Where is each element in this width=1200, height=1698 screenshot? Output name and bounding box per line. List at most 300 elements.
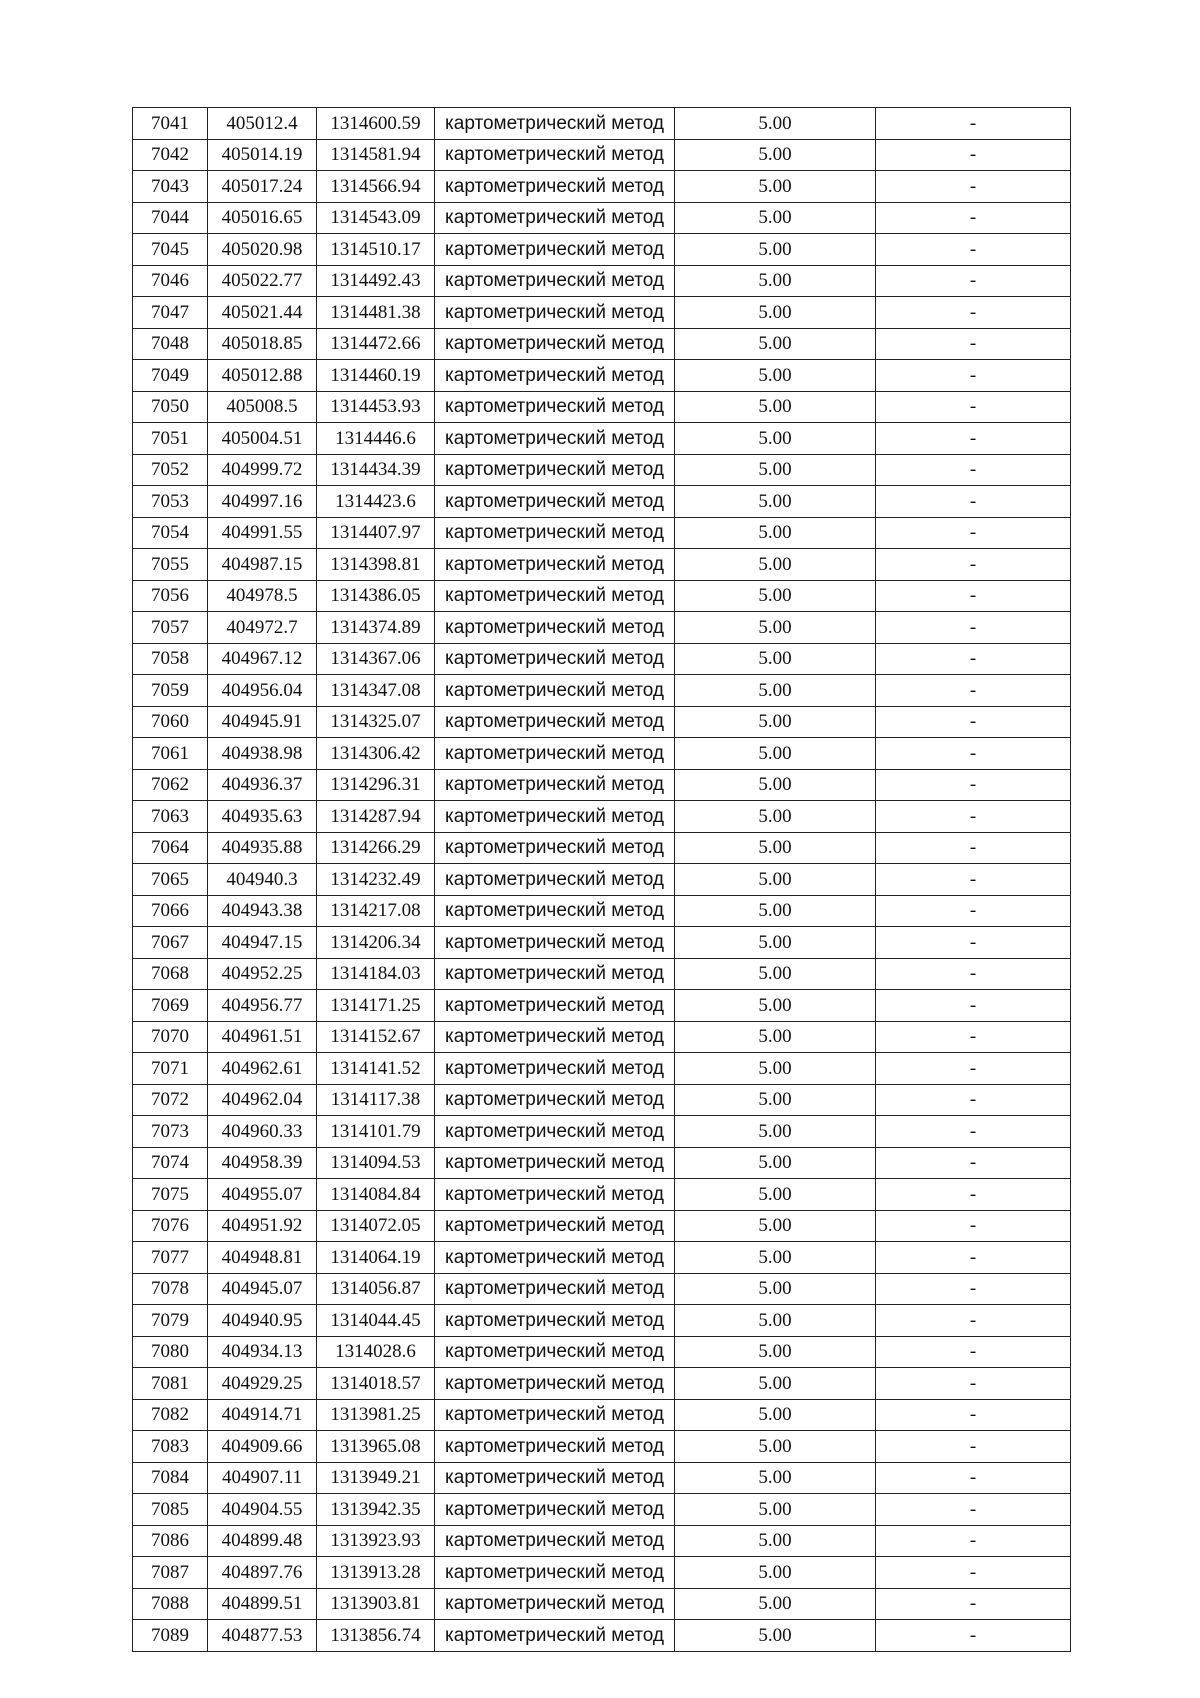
table-row [133,832,1071,864]
dash-cell: - [876,675,1071,707]
method-cell: картометрический метод [435,1305,675,1337]
table-row [133,1368,1071,1400]
x-coordinate-cell: 405020.98 [208,234,317,266]
x-coordinate-cell: 405012.88 [208,360,317,392]
method-cell: картометрический метод [435,927,675,959]
method-cell: картометрический метод [435,360,675,392]
method-cell: картометрический метод [435,612,675,644]
y-coordinate-cell: 1314266.29 [317,832,435,864]
point-number-cell: 7082 [133,1399,208,1431]
accuracy-cell: 5.00 [675,391,876,423]
point-number-cell: 7049 [133,360,208,392]
y-coordinate-cell: 1314434.39 [317,454,435,486]
method-cell: картометрический метод [435,265,675,297]
y-coordinate-cell: 1314306.42 [317,738,435,770]
method-cell: картометрический метод [435,139,675,171]
accuracy-cell: 5.00 [675,328,876,360]
x-coordinate-cell: 404897.76 [208,1557,317,1589]
point-number-cell: 7059 [133,675,208,707]
method-cell: картометрический метод [435,675,675,707]
y-coordinate-cell: 1313913.28 [317,1557,435,1589]
x-coordinate-cell: 404938.98 [208,738,317,770]
x-coordinate-cell: 404945.07 [208,1273,317,1305]
method-cell: картометрический метод [435,108,675,140]
y-coordinate-cell: 1314028.6 [317,1336,435,1368]
y-coordinate-cell: 1314398.81 [317,549,435,581]
table-row [133,990,1071,1022]
dash-cell: - [876,1021,1071,1053]
x-coordinate-cell: 404972.7 [208,612,317,644]
method-cell: картометрический метод [435,202,675,234]
table-row [133,1305,1071,1337]
dash-cell: - [876,1242,1071,1274]
x-coordinate-cell: 404955.07 [208,1179,317,1211]
table-row [133,1210,1071,1242]
x-coordinate-cell: 404956.77 [208,990,317,1022]
point-number-cell: 7075 [133,1179,208,1211]
dash-cell: - [876,265,1071,297]
method-cell: картометрический метод [435,486,675,518]
dash-cell: - [876,895,1071,927]
y-coordinate-cell: 1313981.25 [317,1399,435,1431]
x-coordinate-cell: 404987.15 [208,549,317,581]
x-coordinate-cell: 404929.25 [208,1368,317,1400]
accuracy-cell: 5.00 [675,1557,876,1589]
point-number-cell: 7061 [133,738,208,770]
accuracy-cell: 5.00 [675,202,876,234]
table-row [133,643,1071,675]
point-number-cell: 7041 [133,108,208,140]
y-coordinate-cell: 1314367.06 [317,643,435,675]
method-cell: картометрический метод [435,643,675,675]
accuracy-cell: 5.00 [675,171,876,203]
accuracy-cell: 5.00 [675,1588,876,1620]
dash-cell: - [876,1210,1071,1242]
point-number-cell: 7080 [133,1336,208,1368]
dash-cell: - [876,580,1071,612]
point-number-cell: 7055 [133,549,208,581]
point-number-cell: 7045 [133,234,208,266]
x-coordinate-cell: 404967.12 [208,643,317,675]
point-number-cell: 7062 [133,769,208,801]
x-coordinate-cell: 404945.91 [208,706,317,738]
table-row [133,958,1071,990]
accuracy-cell: 5.00 [675,895,876,927]
accuracy-cell: 5.00 [675,958,876,990]
table-row [133,580,1071,612]
accuracy-cell: 5.00 [675,1431,876,1463]
table-row [133,895,1071,927]
point-number-cell: 7069 [133,990,208,1022]
accuracy-cell: 5.00 [675,706,876,738]
x-coordinate-cell: 404960.33 [208,1116,317,1148]
dash-cell: - [876,1588,1071,1620]
dash-cell: - [876,423,1071,455]
dash-cell: - [876,832,1071,864]
method-cell: картометрический метод [435,1242,675,1274]
x-coordinate-cell: 405004.51 [208,423,317,455]
accuracy-cell: 5.00 [675,108,876,140]
table-row [133,1336,1071,1368]
dash-cell: - [876,1462,1071,1494]
y-coordinate-cell: 1314347.08 [317,675,435,707]
table-row [133,297,1071,329]
x-coordinate-cell: 404999.72 [208,454,317,486]
x-coordinate-cell: 404914.71 [208,1399,317,1431]
x-coordinate-cell: 404940.95 [208,1305,317,1337]
table-row [133,265,1071,297]
method-cell: картометрический метод [435,391,675,423]
y-coordinate-cell: 1314287.94 [317,801,435,833]
method-cell: картометрический метод [435,423,675,455]
accuracy-cell: 5.00 [675,1273,876,1305]
x-coordinate-cell: 405018.85 [208,328,317,360]
point-number-cell: 7068 [133,958,208,990]
accuracy-cell: 5.00 [675,1179,876,1211]
x-coordinate-cell: 404899.51 [208,1588,317,1620]
point-number-cell: 7066 [133,895,208,927]
dash-cell: - [876,1305,1071,1337]
point-number-cell: 7046 [133,265,208,297]
y-coordinate-cell: 1313942.35 [317,1494,435,1526]
point-number-cell: 7072 [133,1084,208,1116]
dash-cell: - [876,1431,1071,1463]
dash-cell: - [876,1053,1071,1085]
dash-cell: - [876,517,1071,549]
dash-cell: - [876,1368,1071,1400]
y-coordinate-cell: 1314446.6 [317,423,435,455]
dash-cell: - [876,927,1071,959]
table-row [133,1147,1071,1179]
accuracy-cell: 5.00 [675,769,876,801]
dash-cell: - [876,738,1071,770]
table-row [133,1399,1071,1431]
point-number-cell: 7084 [133,1462,208,1494]
y-coordinate-cell: 1314423.6 [317,486,435,518]
point-number-cell: 7063 [133,801,208,833]
accuracy-cell: 5.00 [675,675,876,707]
y-coordinate-cell: 1314084.84 [317,1179,435,1211]
method-cell: картометрический метод [435,1431,675,1463]
point-number-cell: 7064 [133,832,208,864]
dash-cell: - [876,549,1071,581]
dash-cell: - [876,202,1071,234]
table-row [133,1557,1071,1589]
table-row [133,139,1071,171]
table-row [133,1431,1071,1463]
x-coordinate-cell: 404935.63 [208,801,317,833]
x-coordinate-cell: 404958.39 [208,1147,317,1179]
x-coordinate-cell: 404962.04 [208,1084,317,1116]
y-coordinate-cell: 1314543.09 [317,202,435,234]
x-coordinate-cell: 404899.48 [208,1525,317,1557]
method-cell: картометрический метод [435,1179,675,1211]
accuracy-cell: 5.00 [675,517,876,549]
accuracy-cell: 5.00 [675,864,876,896]
dash-cell: - [876,643,1071,675]
point-number-cell: 7065 [133,864,208,896]
accuracy-cell: 5.00 [675,265,876,297]
coordinates-table [132,107,1071,1652]
point-number-cell: 7087 [133,1557,208,1589]
dash-cell: - [876,391,1071,423]
y-coordinate-cell: 1313965.08 [317,1431,435,1463]
point-number-cell: 7047 [133,297,208,329]
accuracy-cell: 5.00 [675,580,876,612]
point-number-cell: 7067 [133,927,208,959]
method-cell: картометрический метод [435,171,675,203]
accuracy-cell: 5.00 [675,423,876,455]
point-number-cell: 7042 [133,139,208,171]
method-cell: картометрический метод [435,832,675,864]
x-coordinate-cell: 404877.53 [208,1620,317,1652]
method-cell: картометрический метод [435,1588,675,1620]
x-coordinate-cell: 404904.55 [208,1494,317,1526]
table-row [133,1525,1071,1557]
accuracy-cell: 5.00 [675,1147,876,1179]
x-coordinate-cell: 405012.4 [208,108,317,140]
table-row [133,801,1071,833]
accuracy-cell: 5.00 [675,1305,876,1337]
point-number-cell: 7044 [133,202,208,234]
x-coordinate-cell: 405021.44 [208,297,317,329]
x-coordinate-cell: 404961.51 [208,1021,317,1053]
point-number-cell: 7079 [133,1305,208,1337]
method-cell: картометрический метод [435,1147,675,1179]
x-coordinate-cell: 404956.04 [208,675,317,707]
x-coordinate-cell: 405017.24 [208,171,317,203]
dash-cell: - [876,864,1071,896]
y-coordinate-cell: 1314460.19 [317,360,435,392]
x-coordinate-cell: 404978.5 [208,580,317,612]
dash-cell: - [876,1116,1071,1148]
point-number-cell: 7058 [133,643,208,675]
y-coordinate-cell: 1314018.57 [317,1368,435,1400]
accuracy-cell: 5.00 [675,234,876,266]
dash-cell: - [876,360,1071,392]
accuracy-cell: 5.00 [675,454,876,486]
dash-cell: - [876,1147,1071,1179]
table-row [133,360,1071,392]
method-cell: картометрический метод [435,1399,675,1431]
point-number-cell: 7054 [133,517,208,549]
coordinates-table-body [133,108,1071,1652]
table-row [133,1588,1071,1620]
y-coordinate-cell: 1314296.31 [317,769,435,801]
point-number-cell: 7088 [133,1588,208,1620]
method-cell: картометрический метод [435,1210,675,1242]
method-cell: картометрический метод [435,958,675,990]
table-row [133,171,1071,203]
accuracy-cell: 5.00 [675,1494,876,1526]
table-row [133,549,1071,581]
dash-cell: - [876,108,1071,140]
x-coordinate-cell: 404947.15 [208,927,317,959]
method-cell: картометрический метод [435,1273,675,1305]
y-coordinate-cell: 1314072.05 [317,1210,435,1242]
table-row [133,202,1071,234]
method-cell: картометрический метод [435,517,675,549]
point-number-cell: 7052 [133,454,208,486]
y-coordinate-cell: 1314184.03 [317,958,435,990]
y-coordinate-cell: 1313923.93 [317,1525,435,1557]
table-row [133,864,1071,896]
x-coordinate-cell: 404948.81 [208,1242,317,1274]
method-cell: картометрический метод [435,1116,675,1148]
accuracy-cell: 5.00 [675,1620,876,1652]
y-coordinate-cell: 1314510.17 [317,234,435,266]
point-number-cell: 7050 [133,391,208,423]
method-cell: картометрический метод [435,580,675,612]
point-number-cell: 7073 [133,1116,208,1148]
x-coordinate-cell: 404943.38 [208,895,317,927]
y-coordinate-cell: 1314064.19 [317,1242,435,1274]
table-row [133,1273,1071,1305]
point-number-cell: 7083 [133,1431,208,1463]
dash-cell: - [876,171,1071,203]
method-cell: картометрический метод [435,1021,675,1053]
point-number-cell: 7057 [133,612,208,644]
accuracy-cell: 5.00 [675,1368,876,1400]
accuracy-cell: 5.00 [675,1210,876,1242]
accuracy-cell: 5.00 [675,832,876,864]
method-cell: картометрический метод [435,1557,675,1589]
method-cell: картометрический метод [435,1053,675,1085]
accuracy-cell: 5.00 [675,1336,876,1368]
y-coordinate-cell: 1314152.67 [317,1021,435,1053]
dash-cell: - [876,612,1071,644]
dash-cell: - [876,486,1071,518]
x-coordinate-cell: 404951.92 [208,1210,317,1242]
table-row [133,234,1071,266]
x-coordinate-cell: 405008.5 [208,391,317,423]
table-row [133,391,1071,423]
x-coordinate-cell: 405022.77 [208,265,317,297]
x-coordinate-cell: 405016.65 [208,202,317,234]
table-row [133,486,1071,518]
y-coordinate-cell: 1314044.45 [317,1305,435,1337]
method-cell: картометрический метод [435,1368,675,1400]
method-cell: картометрический метод [435,895,675,927]
method-cell: картометрический метод [435,454,675,486]
y-coordinate-cell: 1314481.38 [317,297,435,329]
dash-cell: - [876,297,1071,329]
accuracy-cell: 5.00 [675,927,876,959]
accuracy-cell: 5.00 [675,297,876,329]
x-coordinate-cell: 404907.11 [208,1462,317,1494]
table-row [133,1494,1071,1526]
point-number-cell: 7081 [133,1368,208,1400]
dash-cell: - [876,139,1071,171]
accuracy-cell: 5.00 [675,486,876,518]
point-number-cell: 7086 [133,1525,208,1557]
dash-cell: - [876,454,1071,486]
point-number-cell: 7077 [133,1242,208,1274]
table-row [133,675,1071,707]
accuracy-cell: 5.00 [675,139,876,171]
table-row [133,612,1071,644]
point-number-cell: 7043 [133,171,208,203]
dash-cell: - [876,1557,1071,1589]
method-cell: картометрический метод [435,234,675,266]
point-number-cell: 7074 [133,1147,208,1179]
accuracy-cell: 5.00 [675,549,876,581]
accuracy-cell: 5.00 [675,612,876,644]
x-coordinate-cell: 404952.25 [208,958,317,990]
point-number-cell: 7048 [133,328,208,360]
y-coordinate-cell: 1314374.89 [317,612,435,644]
x-coordinate-cell: 404991.55 [208,517,317,549]
y-coordinate-cell: 1313903.81 [317,1588,435,1620]
table-row [133,454,1071,486]
y-coordinate-cell: 1314217.08 [317,895,435,927]
accuracy-cell: 5.00 [675,643,876,675]
x-coordinate-cell: 404962.61 [208,1053,317,1085]
accuracy-cell: 5.00 [675,1525,876,1557]
point-number-cell: 7060 [133,706,208,738]
point-number-cell: 7071 [133,1053,208,1085]
y-coordinate-cell: 1314566.94 [317,171,435,203]
x-coordinate-cell: 404934.13 [208,1336,317,1368]
point-number-cell: 7076 [133,1210,208,1242]
method-cell: картометрический метод [435,1525,675,1557]
point-number-cell: 7078 [133,1273,208,1305]
dash-cell: - [876,1336,1071,1368]
table-row [133,1116,1071,1148]
dash-cell: - [876,801,1071,833]
x-coordinate-cell: 405014.19 [208,139,317,171]
dash-cell: - [876,1179,1071,1211]
dash-cell: - [876,1620,1071,1652]
y-coordinate-cell: 1314386.05 [317,580,435,612]
dash-cell: - [876,1525,1071,1557]
dash-cell: - [876,1084,1071,1116]
method-cell: картометрический метод [435,1084,675,1116]
table-row [133,423,1071,455]
accuracy-cell: 5.00 [675,1242,876,1274]
dash-cell: - [876,958,1071,990]
accuracy-cell: 5.00 [675,738,876,770]
y-coordinate-cell: 1314056.87 [317,1273,435,1305]
point-number-cell: 7089 [133,1620,208,1652]
x-coordinate-cell: 404997.16 [208,486,317,518]
dash-cell: - [876,1399,1071,1431]
y-coordinate-cell: 1314141.52 [317,1053,435,1085]
accuracy-cell: 5.00 [675,1116,876,1148]
y-coordinate-cell: 1314232.49 [317,864,435,896]
dash-cell: - [876,706,1071,738]
method-cell: картометрический метод [435,990,675,1022]
y-coordinate-cell: 1313856.74 [317,1620,435,1652]
method-cell: картометрический метод [435,864,675,896]
accuracy-cell: 5.00 [675,360,876,392]
y-coordinate-cell: 1314472.66 [317,328,435,360]
y-coordinate-cell: 1314492.43 [317,265,435,297]
accuracy-cell: 5.00 [675,1021,876,1053]
method-cell: картометрический метод [435,1336,675,1368]
x-coordinate-cell: 404909.66 [208,1431,317,1463]
method-cell: картометрический метод [435,738,675,770]
point-number-cell: 7085 [133,1494,208,1526]
table-row [133,738,1071,770]
method-cell: картометрический метод [435,297,675,329]
accuracy-cell: 5.00 [675,1053,876,1085]
point-number-cell: 7053 [133,486,208,518]
table-row [133,1462,1071,1494]
table-row [133,769,1071,801]
accuracy-cell: 5.00 [675,990,876,1022]
method-cell: картометрический метод [435,328,675,360]
